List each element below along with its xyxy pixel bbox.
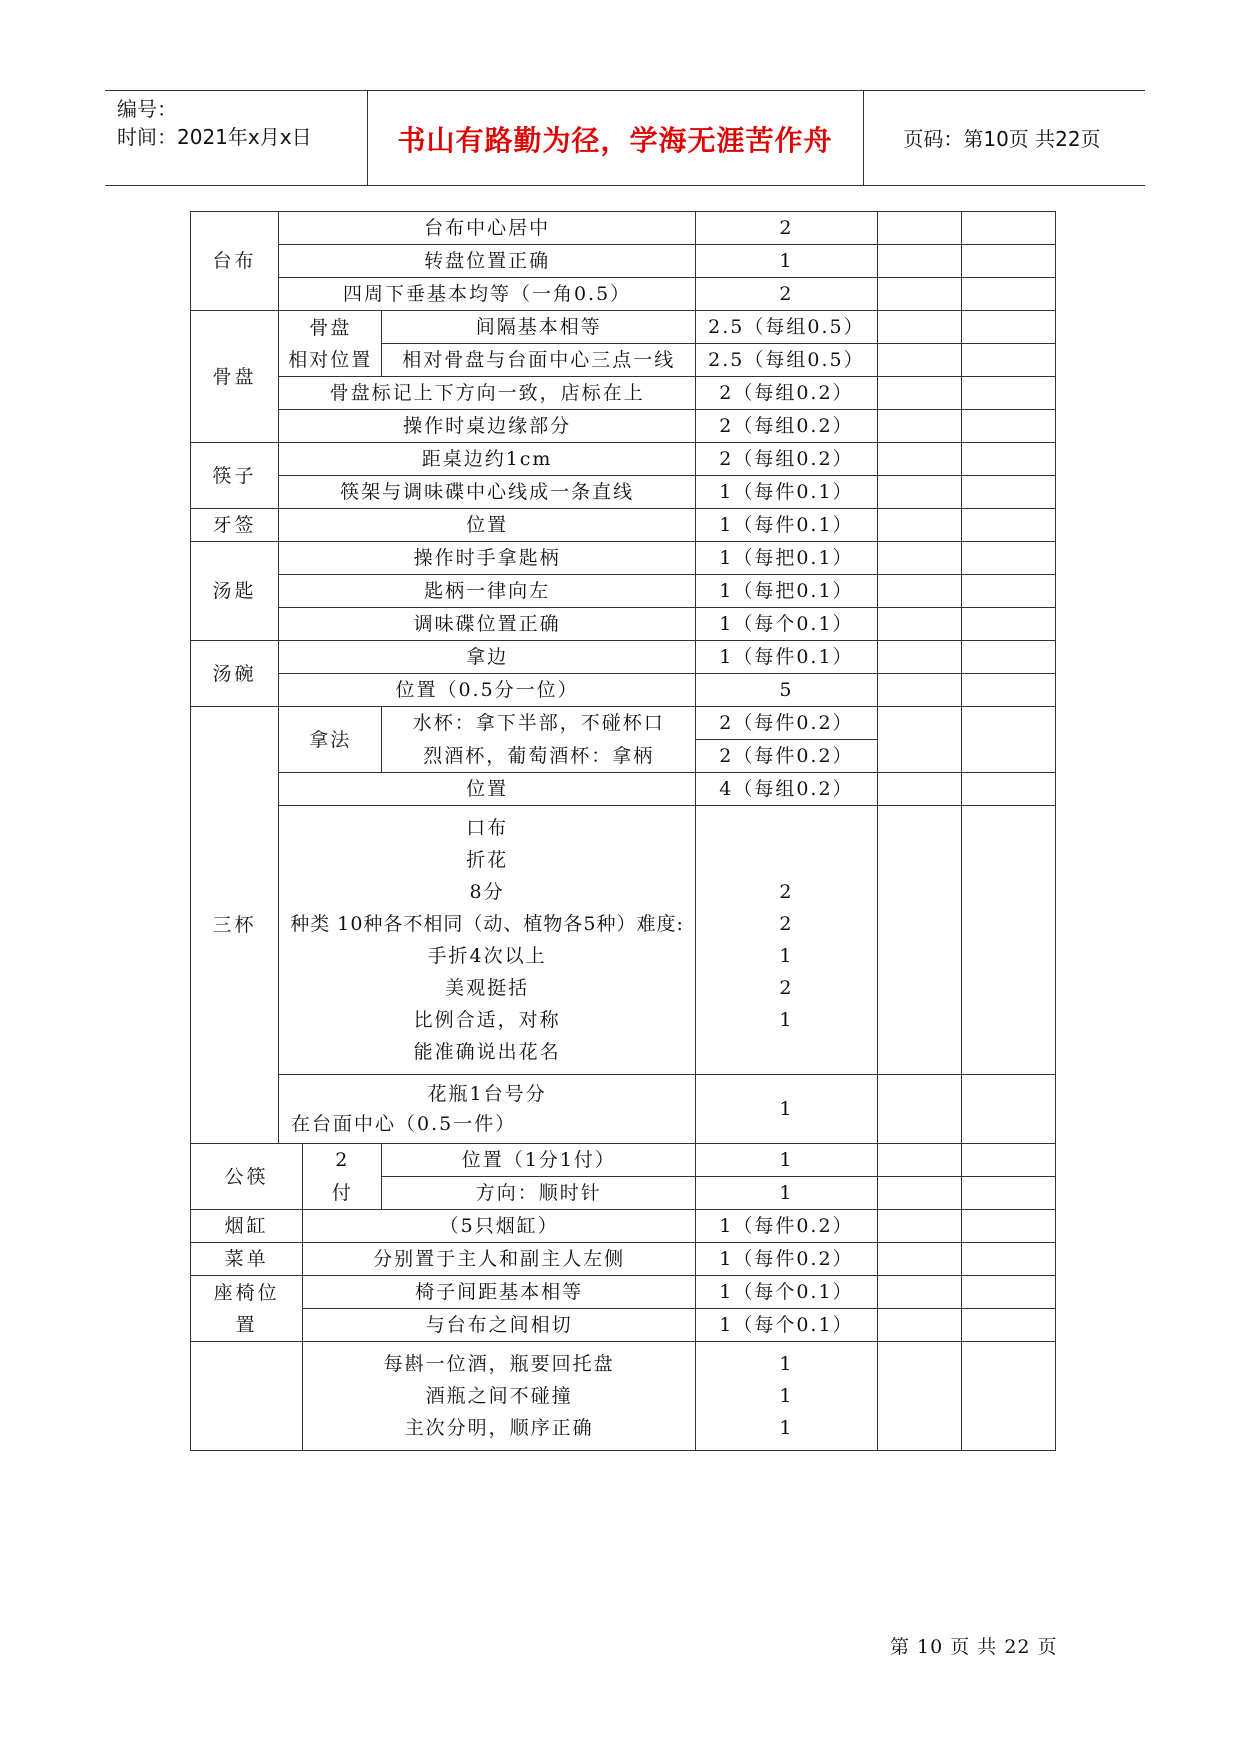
category-cell: 骨盘 xyxy=(191,311,279,443)
wine-score-cell xyxy=(696,1342,878,1451)
item-desc: 椅子间距基本相等 xyxy=(303,1276,696,1309)
wine-score: 1 xyxy=(779,1417,794,1439)
item-score: 2.5（每组0.5） xyxy=(696,344,878,377)
napkin-line: 美观挺括 xyxy=(445,977,530,999)
category-cell xyxy=(191,1276,303,1342)
blank-cell xyxy=(877,773,962,806)
blank-cell xyxy=(877,1243,962,1276)
item-score: 1（每个0.1） xyxy=(696,1276,878,1309)
item-desc: 方向：顺时针 xyxy=(382,1177,696,1210)
table-row xyxy=(191,278,1056,311)
item-score: 5 xyxy=(696,674,878,707)
item-desc: 间隔基本相等 xyxy=(382,311,696,344)
napkin-score: 2 xyxy=(779,913,794,935)
blank-cell xyxy=(962,509,1056,542)
item-score: 2.5（每组0.5） xyxy=(696,311,878,344)
wine-score: 1 xyxy=(779,1353,794,1375)
item-desc: 相对骨盘与台面中心三点一线 xyxy=(382,344,696,377)
blank-cell xyxy=(962,212,1056,245)
napkin-score xyxy=(698,844,875,876)
blank-cell xyxy=(962,1144,1056,1177)
table-row xyxy=(191,641,1056,674)
subcategory-cell: 拿法 xyxy=(279,707,382,773)
item-score: 1（每件0.1） xyxy=(696,641,878,674)
item-score: 1（每件0.2） xyxy=(696,1210,878,1243)
header-meta xyxy=(117,95,312,151)
table-row xyxy=(191,1309,1056,1342)
blank-cell xyxy=(962,575,1056,608)
wine-line: 主次分明，顺序正确 xyxy=(404,1417,594,1439)
napkin-line: 比例合适，对称 xyxy=(413,1009,561,1031)
item-desc: 匙柄一律向左 xyxy=(279,575,696,608)
item-desc: 位置（0.5分一位） xyxy=(279,674,696,707)
blank-cell xyxy=(962,1342,1056,1451)
item-desc: 台布中心居中 xyxy=(279,212,696,245)
blank-cell xyxy=(877,1177,962,1210)
table-row xyxy=(191,1144,1056,1177)
table-row xyxy=(191,1342,1056,1451)
item-score: 1（每把0.1） xyxy=(696,542,878,575)
item-score: 1（每把0.1） xyxy=(696,575,878,608)
blank-cell xyxy=(877,1144,962,1177)
category-cell: 公筷 xyxy=(191,1144,303,1210)
subcategory-line: 付 xyxy=(303,1177,382,1210)
item-score: 2（每组0.2） xyxy=(696,410,878,443)
table-row xyxy=(191,212,1056,245)
item-desc: 转盘位置正确 xyxy=(279,245,696,278)
blank-cell xyxy=(877,311,962,344)
table-row xyxy=(191,245,1056,278)
header-page-label: 页码：第10页 共22页 xyxy=(903,127,1101,151)
blank-cell xyxy=(962,707,1056,773)
blank-cell xyxy=(962,542,1056,575)
category-line: 置 xyxy=(235,1313,258,1336)
blank-cell xyxy=(877,344,962,377)
item-desc: 骨盘标记上下方向一致，店标在上 xyxy=(279,377,696,410)
subcategory-line: 骨盘 xyxy=(309,316,352,339)
item-score: 1（每个0.1） xyxy=(696,1309,878,1342)
blank-cell xyxy=(962,1177,1056,1210)
blank-cell xyxy=(962,377,1056,410)
header-divider xyxy=(863,91,864,185)
blank-cell xyxy=(962,1210,1056,1243)
blank-cell xyxy=(877,608,962,641)
category-cell: 烟缸 xyxy=(191,1210,303,1243)
blank-cell xyxy=(877,212,962,245)
napkin-score: 1 xyxy=(779,1009,794,1031)
blank-cell xyxy=(877,278,962,311)
table-row xyxy=(191,377,1056,410)
wine-score: 1 xyxy=(779,1385,794,1407)
category-cell: 筷子 xyxy=(191,443,279,509)
table-row xyxy=(191,509,1056,542)
blank-cell xyxy=(877,245,962,278)
blank-cell xyxy=(962,1243,1056,1276)
category-cell: 菜单 xyxy=(191,1243,303,1276)
item-score: 2 xyxy=(696,278,878,311)
category-cell: 汤碗 xyxy=(191,641,279,707)
item-score: 1（每件0.1） xyxy=(696,509,878,542)
blank-cell xyxy=(962,674,1056,707)
item-score: 1 xyxy=(696,1177,878,1210)
table-row xyxy=(191,674,1056,707)
item-desc: 分别置于主人和副主人左侧 xyxy=(303,1243,696,1276)
item-score: 1（每个0.1） xyxy=(696,608,878,641)
table-row xyxy=(191,311,1056,344)
item-score: 2（每件0.2） xyxy=(696,740,878,773)
wine-line: 每斟一位酒，瓶要回托盘 xyxy=(383,1353,615,1375)
blank-cell xyxy=(962,608,1056,641)
score-table xyxy=(190,211,1056,1451)
page-header xyxy=(105,90,1145,186)
header-divider xyxy=(367,91,368,185)
item-score: 1 xyxy=(696,1144,878,1177)
blank-cell xyxy=(962,311,1056,344)
blank-cell xyxy=(962,1276,1056,1309)
blank-cell xyxy=(962,773,1056,806)
wine-line: 酒瓶之间不碰撞 xyxy=(425,1385,573,1407)
subcategory-line: 2 xyxy=(303,1144,382,1177)
blank-cell xyxy=(877,509,962,542)
napkin-score: 1 xyxy=(779,945,794,967)
table-row xyxy=(191,1075,1056,1144)
blank-cell xyxy=(877,1210,962,1243)
napkin-line: 手折4次以上 xyxy=(427,945,547,967)
item-score: 1 xyxy=(696,1075,878,1144)
napkin-desc-cell xyxy=(279,806,696,1075)
category-cell: 汤匙 xyxy=(191,542,279,641)
item-desc: 位置 xyxy=(279,509,696,542)
blank-cell xyxy=(877,542,962,575)
blank-cell xyxy=(877,1075,962,1144)
item-score: 1 xyxy=(696,245,878,278)
table-row xyxy=(191,542,1056,575)
table-row xyxy=(191,608,1056,641)
item-desc: 操作时桌边缘部分 xyxy=(279,410,696,443)
blank-cell xyxy=(877,674,962,707)
table-row xyxy=(191,1243,1056,1276)
category-cell xyxy=(191,1342,303,1451)
item-score: 4（每组0.2） xyxy=(696,773,878,806)
item-desc: （5只烟缸） xyxy=(303,1210,696,1243)
item-desc: 距桌边约1cm xyxy=(279,443,696,476)
blank-cell xyxy=(877,377,962,410)
table-row xyxy=(191,1177,1056,1210)
napkin-line: 口布 xyxy=(466,817,509,839)
item-score: 1（每件0.2） xyxy=(696,1243,878,1276)
table-row xyxy=(191,707,1056,740)
blank-cell xyxy=(962,806,1056,1075)
item-desc: 位置（1分1付） xyxy=(382,1144,696,1177)
blank-cell xyxy=(877,410,962,443)
blank-cell xyxy=(962,1075,1056,1144)
blank-cell xyxy=(877,806,962,1075)
item-score: 2（每组0.2） xyxy=(696,443,878,476)
table-row xyxy=(191,1210,1056,1243)
table-row xyxy=(191,773,1056,806)
blank-cell xyxy=(962,278,1056,311)
subcategory-line: 相对位置 xyxy=(288,348,373,371)
blank-cell xyxy=(962,476,1056,509)
napkin-score-cell xyxy=(696,806,878,1075)
napkin-line: 8分 xyxy=(469,881,505,903)
blank-cell xyxy=(962,410,1056,443)
blank-cell xyxy=(877,641,962,674)
category-cell: 三杯 xyxy=(191,707,279,1144)
blank-cell xyxy=(962,641,1056,674)
table-row xyxy=(191,410,1056,443)
blank-cell xyxy=(962,344,1056,377)
blank-cell xyxy=(877,476,962,509)
item-desc: 位置 xyxy=(279,773,696,806)
item-score: 2（每组0.2） xyxy=(696,377,878,410)
item-score: 2（每件0.2） xyxy=(696,707,878,740)
item-desc: 拿边 xyxy=(279,641,696,674)
header-motto: 书山有路勤为径，学海无涯苦作舟 xyxy=(397,124,833,157)
subcategory-cell xyxy=(279,311,382,377)
item-score: 2 xyxy=(696,212,878,245)
napkin-line: 种类 10种各不相同（动、植物各5种）难度: xyxy=(290,913,684,935)
item-score: 1（每件0.1） xyxy=(696,476,878,509)
item-desc: 四周下垂基本均等（一角0.5） xyxy=(279,278,696,311)
blank-cell xyxy=(877,1342,962,1451)
page-footer: 第 10 页 共 22 页 xyxy=(890,1636,1058,1658)
wine-desc-cell xyxy=(303,1342,696,1451)
blank-cell xyxy=(877,707,962,773)
item-desc: 操作时手拿匙柄 xyxy=(279,542,696,575)
vase-line: 在台面中心（0.5一件） xyxy=(291,1113,517,1135)
vase-desc-cell xyxy=(279,1075,696,1144)
item-desc: 烈酒杯，葡萄酒杯：拿柄 xyxy=(382,740,696,773)
table-row xyxy=(191,476,1056,509)
napkin-score: 2 xyxy=(779,977,794,999)
napkin-score xyxy=(698,812,875,844)
napkin-score xyxy=(698,1036,875,1068)
item-desc: 筷架与调味碟中心线成一条直线 xyxy=(279,476,696,509)
blank-cell xyxy=(962,245,1056,278)
category-line: 座椅位 xyxy=(213,1281,280,1304)
item-desc: 水杯：拿下半部，不碰杯口 xyxy=(382,707,696,740)
napkin-line: 折花 xyxy=(466,849,509,871)
blank-cell xyxy=(877,1309,962,1342)
blank-cell xyxy=(877,1276,962,1309)
table-row xyxy=(191,443,1056,476)
blank-cell xyxy=(877,443,962,476)
item-desc: 调味碟位置正确 xyxy=(279,608,696,641)
napkin-score: 2 xyxy=(779,881,794,903)
blank-cell xyxy=(962,1309,1056,1342)
blank-cell xyxy=(877,575,962,608)
napkin-line: 能准确说出花名 xyxy=(413,1041,561,1063)
time-label: 时间：2021年x月x日 xyxy=(117,125,312,149)
table-row xyxy=(191,806,1056,1075)
table-row xyxy=(191,575,1056,608)
table-row xyxy=(191,1276,1056,1309)
category-cell: 台布 xyxy=(191,212,279,311)
category-cell: 牙签 xyxy=(191,509,279,542)
vase-line: 花瓶1台号分 xyxy=(427,1083,547,1105)
item-desc: 与台布之间相切 xyxy=(303,1309,696,1342)
number-label: 编号： xyxy=(117,97,177,121)
blank-cell xyxy=(962,443,1056,476)
